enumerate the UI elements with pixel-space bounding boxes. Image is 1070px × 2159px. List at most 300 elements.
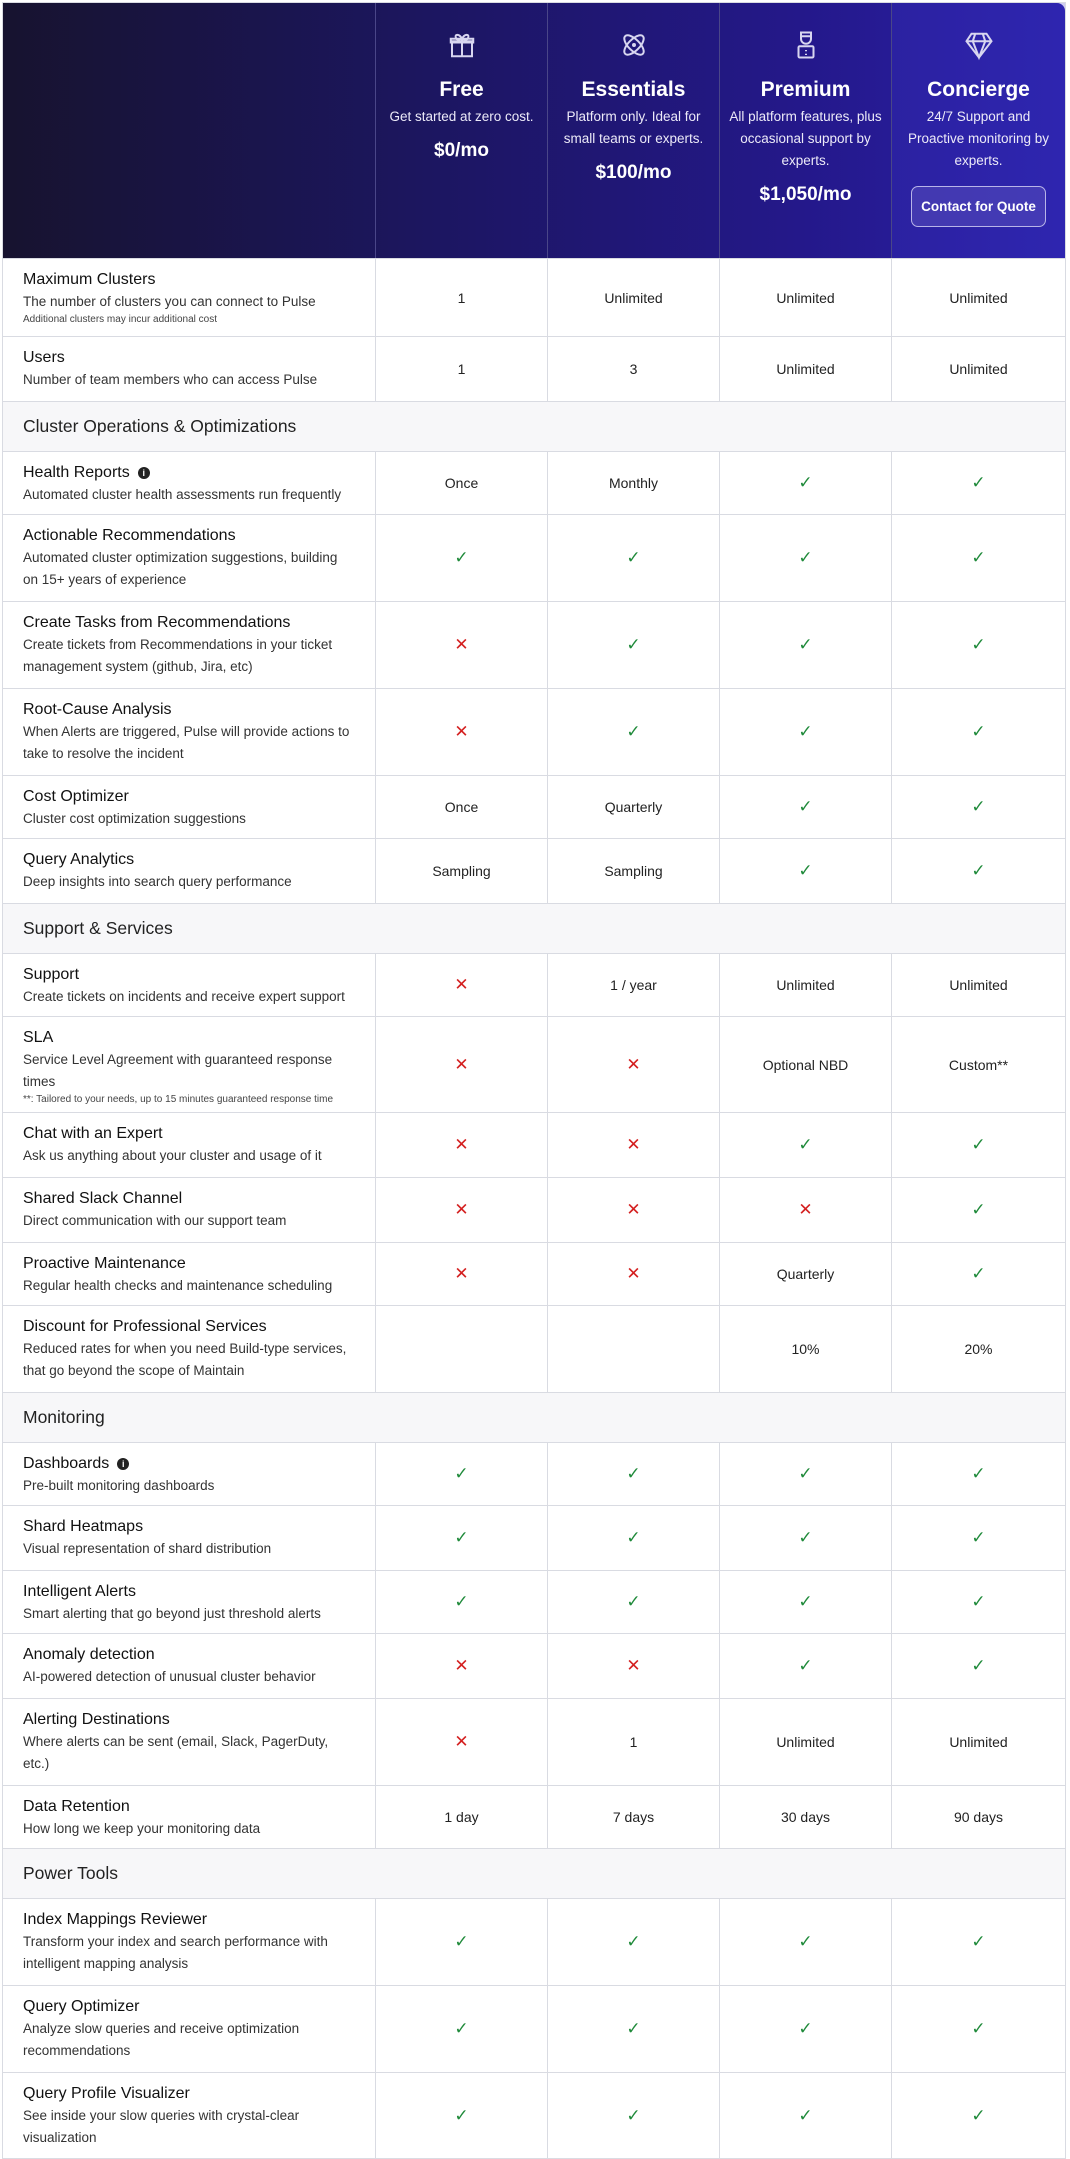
plan-value-cell [892, 1786, 1065, 1848]
feature-value: Once [444, 799, 479, 815]
cross-icon: ✕ [454, 635, 469, 654]
feature-cell [3, 1786, 376, 1848]
feature-title: Proactive Maintenance [23, 1255, 186, 1272]
plan-value-cell [376, 1786, 548, 1848]
feature-title: Intelligent Alerts [23, 1583, 136, 1600]
plan-value-cell [548, 1699, 720, 1785]
check-icon: ✓ [626, 1528, 641, 1547]
feature-row-maximum-clusters [3, 258, 1065, 336]
plan-name: Free [439, 78, 484, 101]
feature-value: 1 [457, 361, 466, 377]
plan-value-cell [720, 1178, 892, 1242]
feature-value: Unlimited [949, 1734, 1008, 1750]
feature-row-proactive-maintenance [3, 1242, 1065, 1305]
cross-icon: ✕ [798, 1200, 813, 1219]
feature-description: Regular health checks and maintenance scheduling [23, 1278, 333, 1293]
plan-value-cell [376, 839, 548, 903]
feature-cell [3, 602, 376, 688]
feature-note: **: Tailored to your needs, up to 15 minutes guaranteed response time [23, 1094, 334, 1105]
feature-description: Transform your index and search performance with intelligent mapping analysis [23, 1934, 328, 1971]
plan-value-cell [720, 1017, 892, 1112]
plan-value-cell [376, 776, 548, 838]
feature-row-support [3, 953, 1065, 1016]
feature-description: Number of team members who can access Pulse [23, 372, 318, 387]
feature-row-query-analytics [3, 838, 1065, 903]
feature-value: 30 days [780, 1809, 831, 1825]
feature-title: Users [23, 349, 65, 366]
feature-cell [3, 1506, 376, 1570]
plan-value-cell [376, 689, 548, 775]
plan-value-cell [376, 1306, 548, 1392]
feature-description: When Alerts are triggered, Pulse will provide actions to take to resolve the incident [23, 724, 350, 761]
feature-title: Shard Heatmaps [23, 1518, 144, 1535]
feature-value: Unlimited [949, 361, 1008, 377]
check-icon: ✓ [626, 548, 641, 567]
plan-price: $1,050/mo [759, 184, 852, 205]
plan-value-cell [892, 452, 1065, 514]
feature-value: 1 day [444, 1809, 479, 1825]
plan-value-cell [548, 1243, 720, 1305]
feature-value: Unlimited [949, 289, 1008, 306]
plan-value-cell [376, 1443, 548, 1505]
check-icon: ✓ [626, 1464, 641, 1483]
check-icon: ✓ [971, 635, 986, 654]
plan-value-cell [720, 1571, 892, 1633]
check-icon: ✓ [971, 1464, 986, 1483]
plan-value-cell [720, 1506, 892, 1570]
plan-free [376, 3, 548, 258]
cross-icon: ✕ [454, 975, 469, 994]
section-header-monitoring: Monitoring [3, 1392, 1065, 1442]
feature-description: See inside your slow queries with crystal-clear visualization [23, 2108, 300, 2145]
plan-value-cell [376, 602, 548, 688]
plan-value-cell [892, 515, 1065, 601]
feature-value: 7 days [612, 1809, 655, 1825]
plan-value-cell [720, 1634, 892, 1698]
plan-value-cell [892, 1986, 1065, 2072]
check-icon: ✓ [626, 1592, 641, 1611]
feature-title: Health Reports [23, 464, 130, 481]
feature-rows [3, 258, 1065, 2158]
feature-row-index-mappings-reviewer [3, 1898, 1065, 1985]
plan-value-cell [548, 776, 720, 838]
feature-cell [3, 1899, 376, 1985]
check-icon: ✓ [798, 1932, 813, 1951]
feature-row-query-optimizer [3, 1985, 1065, 2072]
feature-row-sla [3, 1016, 1065, 1112]
plan-value-cell [720, 1306, 892, 1392]
feature-cell [3, 1113, 376, 1177]
plan-value-cell [376, 1243, 548, 1305]
plan-value-cell [376, 1178, 548, 1242]
plan-value-cell [548, 839, 720, 903]
feature-description: Direct communication with our support team [23, 1213, 287, 1228]
cross-icon: ✕ [454, 1200, 469, 1219]
plan-value-cell [892, 1243, 1065, 1305]
plan-value-cell [376, 452, 548, 514]
cross-icon: ✕ [454, 1054, 469, 1074]
cross-icon: ✕ [626, 1264, 641, 1283]
plan-value-cell [720, 1113, 892, 1177]
check-icon: ✓ [798, 1135, 813, 1154]
feature-description: Automated cluster health assessments run frequently [23, 487, 342, 502]
feature-title: Actionable Recommendations [23, 527, 236, 544]
check-icon: ✓ [454, 1932, 469, 1951]
feature-description: Cluster cost optimization suggestions [23, 811, 246, 826]
plan-value-cell [376, 2073, 548, 2158]
atom-icon [619, 29, 649, 61]
pricing-table [2, 2, 1066, 2159]
check-icon: ✓ [971, 1528, 986, 1547]
info-icon[interactable]: i [138, 467, 150, 479]
plan-value-cell [376, 1986, 548, 2072]
diamond-icon [964, 29, 994, 61]
section-header-support-services: Support & Services [3, 903, 1065, 953]
support-person-icon [791, 29, 821, 61]
cross-icon: ✕ [454, 1732, 469, 1751]
feature-description: The number of clusters you can connect to Pulse [23, 294, 316, 309]
section-header-power-tools: Power Tools [3, 1848, 1065, 1898]
plan-value-cell [548, 337, 720, 401]
feature-note: Additional clusters may incur additional cost [23, 314, 217, 325]
feature-title: Anomaly detection [23, 1646, 155, 1663]
feature-value: Sampling [432, 863, 491, 879]
plan-value-cell [548, 1986, 720, 2072]
feature-description: AI-powered detection of unusual cluster behavior [23, 1669, 316, 1684]
feature-title: Cost Optimizer [23, 788, 129, 805]
plan-value-cell [720, 1699, 892, 1785]
feature-value: Unlimited [776, 977, 835, 993]
plan-value-cell [892, 1634, 1065, 1698]
feature-cell [3, 259, 376, 336]
check-icon: ✓ [798, 2019, 813, 2038]
plan-value-cell [376, 1113, 548, 1177]
plan-value-cell [548, 1017, 720, 1112]
plan-value-cell [548, 1443, 720, 1505]
feature-value: 20% [964, 1341, 993, 1357]
feature-title: Query Profile Visualizer [23, 2085, 190, 2102]
plan-value-cell [892, 1506, 1065, 1570]
feature-value: Quarterly [776, 1266, 835, 1282]
cross-icon: ✕ [626, 1656, 641, 1675]
feature-cell [3, 954, 376, 1016]
feature-title: Chat with an Expert [23, 1125, 163, 1142]
check-icon: ✓ [971, 722, 986, 741]
check-icon: ✓ [971, 861, 986, 880]
check-icon: ✓ [798, 473, 813, 492]
plan-value-cell [548, 689, 720, 775]
plan-description: Get started at zero cost. [389, 109, 534, 124]
feature-row-users [3, 336, 1065, 401]
check-icon: ✓ [798, 1656, 813, 1675]
check-icon: ✓ [971, 1264, 986, 1283]
feature-description: How long we keep your monitoring data [23, 1821, 261, 1836]
feature-row-chat-with-an-expert [3, 1112, 1065, 1177]
header-empty-cell [3, 3, 376, 258]
feature-value: 1 [457, 289, 466, 306]
feature-cell [3, 1443, 376, 1505]
feature-value: 90 days [953, 1809, 1004, 1825]
cross-icon: ✕ [454, 1656, 469, 1675]
plan-value-cell [892, 1899, 1065, 1985]
plans-header [3, 3, 1065, 258]
plan-value-cell [892, 337, 1065, 401]
feature-title: Root-Cause Analysis [23, 701, 172, 718]
check-icon: ✓ [798, 2105, 813, 2125]
feature-description: Where alerts can be sent (email, Slack, PagerDuty, etc.) [23, 1734, 329, 1771]
check-icon: ✓ [971, 2105, 986, 2125]
plan-value-cell [548, 259, 720, 336]
plan-value-cell [720, 2073, 892, 2158]
check-icon: ✓ [798, 861, 813, 880]
plan-value-cell [720, 839, 892, 903]
plan-description: 24/7 Support and Proactive monitoring by experts. [907, 109, 1050, 168]
plan-value-cell [548, 452, 720, 514]
feature-value: Sampling [604, 863, 663, 879]
feature-description: Service Level Agreement with guaranteed response times [23, 1052, 333, 1089]
plan-value-cell [720, 1786, 892, 1848]
feature-title: Shared Slack Channel [23, 1190, 183, 1207]
feature-value: 10% [791, 1341, 820, 1357]
feature-value: Optional NBD [762, 1056, 849, 1073]
check-icon: ✓ [798, 1592, 813, 1611]
feature-row-cost-optimizer [3, 775, 1065, 838]
feature-value: Unlimited [949, 977, 1008, 993]
feature-cell [3, 1243, 376, 1305]
feature-value: 1 [629, 1734, 638, 1750]
check-icon: ✓ [971, 1656, 986, 1675]
feature-value: Once [444, 475, 479, 491]
feature-description: Create tickets from Recommendations in your ticket management system (github, Jira, etc) [23, 637, 333, 674]
plan-value-cell [548, 1113, 720, 1177]
plan-value-cell [892, 1699, 1065, 1785]
plan-value-cell [720, 1443, 892, 1505]
plan-value-cell [376, 954, 548, 1016]
feature-value: Unlimited [604, 289, 663, 306]
plan-value-cell [548, 1786, 720, 1848]
plan-value-cell [376, 259, 548, 336]
plan-value-cell [376, 1571, 548, 1633]
cross-icon: ✕ [454, 1135, 469, 1154]
check-icon: ✓ [454, 2105, 469, 2125]
plan-value-cell [892, 1017, 1065, 1112]
plan-value-cell [548, 1571, 720, 1633]
plan-value-cell [720, 954, 892, 1016]
feature-row-query-profile-visualizer [3, 2072, 1065, 2158]
plan-value-cell [720, 1243, 892, 1305]
plan-concierge [892, 3, 1065, 258]
section-header-cluster-operations-optimizations: Cluster Operations & Optimizations [3, 401, 1065, 451]
feature-row-health-reports [3, 451, 1065, 514]
plan-value-cell [892, 1113, 1065, 1177]
plan-value-cell [892, 839, 1065, 903]
feature-row-intelligent-alerts [3, 1570, 1065, 1633]
check-icon: ✓ [626, 2105, 641, 2125]
feature-row-actionable-recommendations [3, 514, 1065, 601]
plan-value-cell [548, 2073, 720, 2158]
plan-name: Premium [760, 78, 851, 101]
feature-description: Smart alerting that go beyond just threshold alerts [23, 1606, 321, 1621]
feature-cell [3, 2073, 376, 2158]
feature-description: Deep insights into search query performance [23, 874, 292, 889]
plan-value-cell [720, 515, 892, 601]
check-icon: ✓ [798, 722, 813, 741]
feature-description: Reduced rates for when you need Build-type services, that go beyond the scope of Maintain [23, 1341, 347, 1378]
cross-icon: ✕ [626, 1135, 641, 1154]
plan-value-cell [376, 1017, 548, 1112]
feature-value: 1 / year [610, 977, 657, 993]
plan-value-cell [720, 259, 892, 336]
plan-value-cell [720, 689, 892, 775]
check-icon: ✓ [798, 797, 813, 816]
feature-cell [3, 776, 376, 838]
feature-cell [3, 1178, 376, 1242]
plan-value-cell [548, 1899, 720, 1985]
plan-value-cell [720, 1986, 892, 2072]
feature-cell [3, 1634, 376, 1698]
feature-value: Quarterly [604, 799, 663, 815]
plan-value-cell [548, 1306, 720, 1392]
feature-row-shared-slack-channel [3, 1177, 1065, 1242]
plan-value-cell [720, 776, 892, 838]
plan-name: Essentials [581, 78, 686, 101]
plan-value-cell [376, 1506, 548, 1570]
info-icon[interactable]: i [117, 1458, 129, 1470]
feature-title: Discount for Professional Services [23, 1318, 267, 1335]
plan-value-cell [892, 1571, 1065, 1633]
plan-value-cell [548, 602, 720, 688]
plan-description: Platform only. Ideal for small teams or experts. [563, 109, 704, 146]
feature-cell [3, 1571, 376, 1633]
plan-value-cell [892, 2073, 1065, 2158]
plan-essentials [548, 3, 720, 258]
feature-row-dashboards [3, 1442, 1065, 1505]
check-icon: ✓ [454, 1528, 469, 1547]
feature-value: Unlimited [776, 361, 835, 377]
plan-value-cell [376, 1699, 548, 1785]
check-icon: ✓ [454, 2019, 469, 2038]
plan-value-cell [892, 1443, 1065, 1505]
check-icon: ✓ [971, 797, 986, 816]
plan-value-cell [892, 954, 1065, 1016]
feature-cell [3, 1699, 376, 1785]
feature-row-shard-heatmaps [3, 1505, 1065, 1570]
plan-value-cell [892, 1306, 1065, 1392]
feature-cell [3, 515, 376, 601]
feature-description: Analyze slow queries and receive optimization recommendations [23, 2021, 300, 2058]
feature-description: Pre-built monitoring dashboards [23, 1478, 215, 1493]
feature-cell [3, 839, 376, 903]
feature-title: Support [23, 966, 80, 983]
plan-value-cell [720, 602, 892, 688]
feature-title: Create Tasks from Recommendations [23, 614, 291, 631]
plan-value-cell [892, 602, 1065, 688]
check-icon: ✓ [454, 1464, 469, 1483]
check-icon: ✓ [798, 1464, 813, 1483]
plan-value-cell [720, 337, 892, 401]
check-icon: ✓ [798, 548, 813, 567]
plan-value-cell [548, 1634, 720, 1698]
feature-row-create-tasks-from-recommendations [3, 601, 1065, 688]
plan-value-cell [720, 1899, 892, 1985]
check-icon: ✓ [626, 1932, 641, 1951]
check-icon: ✓ [798, 1528, 813, 1547]
feature-title: Query Analytics [23, 851, 135, 868]
feature-cell [3, 452, 376, 514]
plan-value-cell [892, 776, 1065, 838]
plan-value-cell [548, 1506, 720, 1570]
check-icon: ✓ [971, 473, 986, 492]
feature-row-anomaly-detection [3, 1633, 1065, 1698]
feature-title: Alerting Destinations [23, 1711, 170, 1728]
feature-row-discount-for-professional-services [3, 1305, 1065, 1392]
plan-value-cell [892, 259, 1065, 336]
feature-value: 3 [629, 361, 638, 377]
plan-value-cell [548, 1178, 720, 1242]
plan-price: $0/mo [434, 140, 489, 161]
cross-icon: ✕ [626, 1054, 641, 1074]
check-icon: ✓ [454, 548, 469, 567]
feature-title: Maximum Clusters [23, 271, 156, 288]
feature-title: SLA [23, 1029, 54, 1046]
check-icon: ✓ [971, 1135, 986, 1154]
feature-title: Index Mappings Reviewer [23, 1911, 208, 1928]
feature-value: Unlimited [776, 289, 835, 306]
plan-premium [720, 3, 892, 258]
check-icon: ✓ [454, 1592, 469, 1611]
cross-icon: ✕ [626, 1200, 641, 1219]
plan-value-cell [720, 452, 892, 514]
feature-cell [3, 1306, 376, 1392]
feature-title: Data Retention [23, 1798, 130, 1815]
check-icon: ✓ [626, 722, 641, 741]
plan-price: $100/mo [595, 162, 672, 183]
feature-value: Monthly [608, 475, 659, 491]
plan-value-cell [892, 689, 1065, 775]
feature-description: Visual representation of shard distribution [23, 1541, 272, 1556]
plan-value-cell [548, 515, 720, 601]
plan-value-cell [376, 337, 548, 401]
check-icon: ✓ [626, 2019, 641, 2038]
plan-value-cell [376, 1899, 548, 1985]
plan-name: Concierge [927, 78, 1030, 101]
feature-row-alerting-destinations [3, 1698, 1065, 1785]
feature-cell [3, 337, 376, 401]
check-icon: ✓ [971, 1200, 986, 1219]
feature-cell [3, 1986, 376, 2072]
plan-description: All platform features, plus occasional support by experts. [729, 109, 882, 168]
check-icon: ✓ [971, 1932, 986, 1951]
feature-description: Ask us anything about your cluster and usage of it [23, 1148, 322, 1163]
check-icon: ✓ [798, 635, 813, 654]
plan-value-cell [892, 1178, 1065, 1242]
feature-title: Dashboards [23, 1455, 110, 1472]
feature-title: Query Optimizer [23, 1998, 140, 2015]
feature-row-root-cause-analysis [3, 688, 1065, 775]
cross-icon: ✕ [454, 722, 469, 741]
feature-row-data-retention [3, 1785, 1065, 1848]
feature-value: Unlimited [776, 1734, 835, 1750]
check-icon: ✓ [971, 1592, 986, 1611]
feature-value: Custom** [948, 1056, 1009, 1073]
feature-description: Create tickets on incidents and receive expert support [23, 989, 345, 1004]
feature-cell [3, 1017, 376, 1112]
contact-for-quote-button[interactable]: Contact for Quote [911, 186, 1046, 227]
plan-value-cell [376, 515, 548, 601]
check-icon: ✓ [971, 548, 986, 567]
plan-value-cell [376, 1634, 548, 1698]
cross-icon: ✕ [454, 1264, 469, 1283]
